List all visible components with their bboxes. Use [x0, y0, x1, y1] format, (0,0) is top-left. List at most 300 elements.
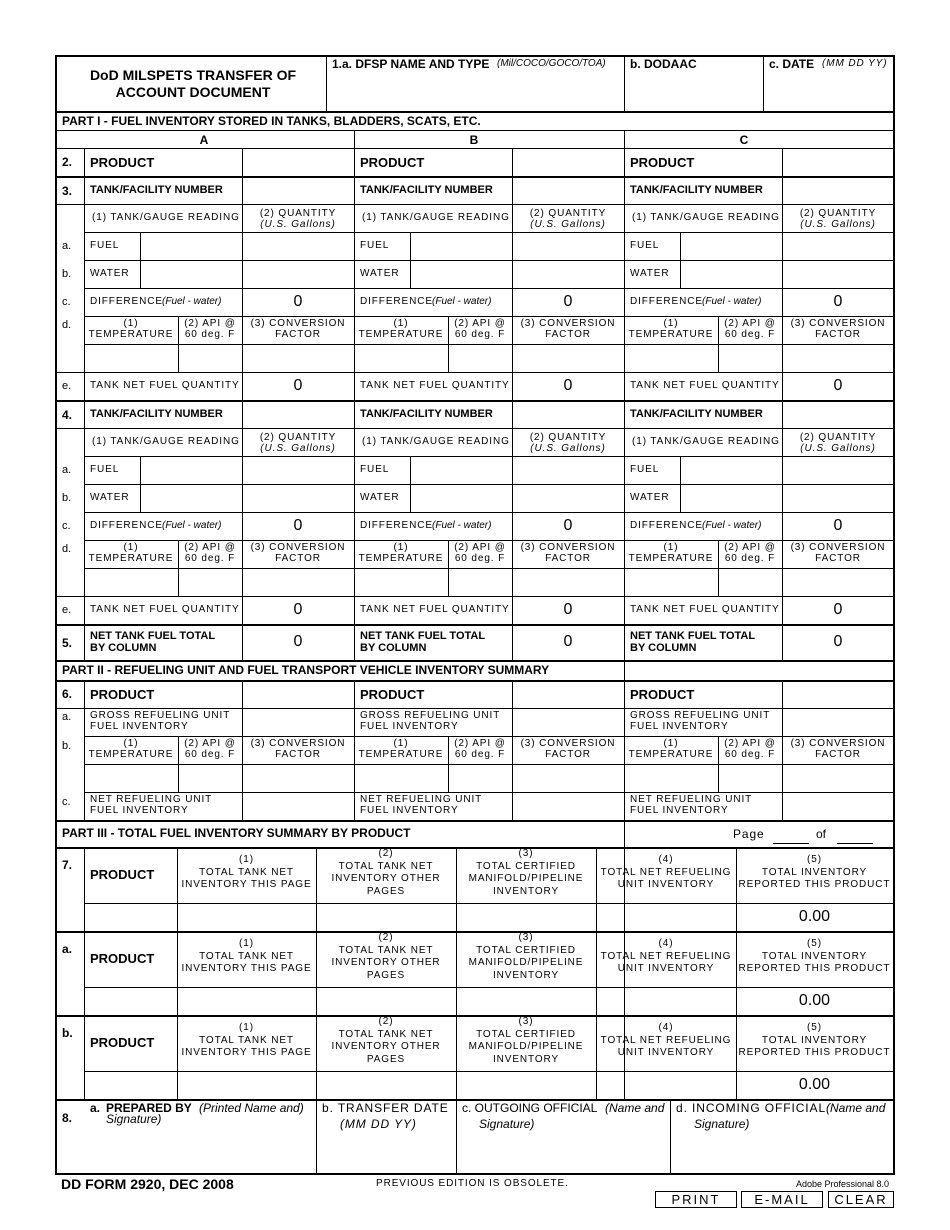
- summary-column-header: TOTAL TANK NET: [199, 950, 294, 962]
- summary-column-header: TOTAL TANK NET: [338, 944, 434, 956]
- summary-column-header: TOTAL INVENTORY: [761, 1034, 868, 1046]
- water-gauge-input[interactable]: [682, 486, 780, 510]
- fuel-quantity-input[interactable]: [784, 458, 892, 482]
- row-letter: d.: [62, 543, 72, 555]
- tank-gauge-reading-header: (1) TANK/GAUGE READING: [362, 212, 510, 223]
- rule-line: [512, 176, 513, 204]
- temperature-header: TEMPERATURE: [628, 749, 714, 760]
- rule-line: [55, 820, 894, 822]
- summary-input[interactable]: [458, 989, 594, 1013]
- api-header: (2) API @: [184, 318, 236, 329]
- prepared-hint: (Printed Name and): [199, 1101, 304, 1115]
- rule-line: [84, 764, 894, 765]
- temperature-number: (1): [393, 318, 409, 329]
- temperature-input[interactable]: [626, 346, 716, 370]
- product-input[interactable]: [86, 1073, 175, 1097]
- net-inventory-input[interactable]: [514, 794, 622, 818]
- print-button[interactable]: PRINT: [655, 1191, 737, 1208]
- conversion-header: FACTOR: [815, 749, 861, 760]
- api-input[interactable]: [720, 346, 780, 370]
- rule-line: [410, 260, 411, 288]
- temperature-header: TEMPERATURE: [88, 553, 174, 564]
- gross-inventory-input[interactable]: [784, 710, 892, 734]
- row-letter: c.: [62, 520, 71, 532]
- rule-line: [782, 736, 783, 820]
- fuel-quantity-input[interactable]: [784, 234, 892, 258]
- rule-line: [55, 148, 894, 149]
- rule-line: [55, 130, 894, 131]
- difference-hint: (Fuel - water): [162, 520, 222, 531]
- net-tank-total-label: BY COLUMN: [630, 642, 697, 654]
- api-input[interactable]: [180, 766, 240, 790]
- outgoing-official-input[interactable]: [458, 1132, 668, 1172]
- dodaac-input[interactable]: [626, 75, 761, 109]
- incoming-official-label: d. INCOMING OFFICIAL: [676, 1101, 827, 1115]
- dodaac-label: b. DODAAC: [630, 57, 697, 71]
- fuel-quantity-input[interactable]: [244, 458, 352, 482]
- incoming-official-input[interactable]: [672, 1132, 892, 1172]
- gross-refueling-label: FUEL INVENTORY: [90, 721, 189, 732]
- quantity-header: (2) QUANTITY: [529, 432, 607, 443]
- summary-input[interactable]: [179, 905, 314, 929]
- tank-gauge-reading-header: (1) TANK/GAUGE READING: [92, 212, 240, 223]
- rule-line: [410, 484, 411, 512]
- tank-facility-label: TANK/FACILITY NUMBER: [90, 184, 223, 196]
- conversion-header: (3) CONVERSION: [250, 318, 346, 329]
- part1-title: PART I - FUEL INVENTORY STORED IN TANKS, BLADDERS, SCATS, ETC.: [62, 114, 481, 128]
- date-input[interactable]: [765, 75, 892, 109]
- conversion-input[interactable]: [244, 346, 352, 370]
- gross-refueling-label: GROSS REFUELING UNIT: [90, 710, 231, 721]
- net-refueling-label: FUEL INVENTORY: [360, 805, 459, 816]
- water-gauge-input[interactable]: [142, 262, 240, 286]
- summary-input[interactable]: [598, 905, 734, 929]
- prepared-by-input[interactable]: [86, 1130, 314, 1172]
- rule-line: [140, 232, 141, 260]
- api-header: 60 deg. F: [184, 553, 236, 564]
- temperature-input[interactable]: [626, 766, 716, 790]
- api-header: 60 deg. F: [724, 329, 776, 340]
- summary-column-header: TOTAL TANK NET: [199, 1034, 294, 1046]
- conversion-header: (3) CONVERSION: [250, 738, 346, 749]
- net-tank-total-value: 0: [293, 633, 303, 650]
- quantity-header: (2) QUANTITY: [259, 432, 337, 443]
- conversion-input[interactable]: [784, 570, 892, 594]
- incoming-hint: Signature): [694, 1117, 750, 1131]
- difference-label: DIFFERENCE: [630, 520, 703, 531]
- rule-line: [55, 624, 894, 626]
- rule-line: [680, 484, 681, 512]
- row-letter: e.: [62, 604, 72, 616]
- row-number: 5.: [62, 636, 73, 650]
- summary-column-header: TOTAL TANK NET: [338, 860, 434, 872]
- water-gauge-input[interactable]: [682, 262, 780, 286]
- transfer-date-input[interactable]: [318, 1132, 454, 1172]
- rule-line: [242, 456, 243, 484]
- transfer-date-hint: (MM DD YY): [340, 1117, 417, 1131]
- rule-line: [782, 400, 783, 428]
- api-header: (2) API @: [724, 542, 776, 553]
- summary-input[interactable]: [318, 905, 454, 929]
- part3-title: PART III - TOTAL FUEL INVENTORY SUMMARY BY PRODUCT: [62, 826, 411, 840]
- row-letter: a.: [62, 240, 72, 252]
- rule-line: [512, 232, 513, 260]
- product-input[interactable]: [784, 150, 892, 174]
- row-letter: e.: [62, 380, 72, 392]
- water-quantity-input[interactable]: [514, 262, 622, 286]
- conversion-input[interactable]: [514, 570, 622, 594]
- conversion-input[interactable]: [784, 766, 892, 790]
- summary-column-header: INVENTORY THIS PAGE: [181, 963, 312, 974]
- api-header: 60 deg. F: [454, 749, 506, 760]
- rule-line: [680, 232, 681, 260]
- api-input[interactable]: [450, 570, 510, 594]
- rule-line: [326, 55, 327, 112]
- summary-column-header: (1): [239, 938, 254, 949]
- summary-column-header: (4): [658, 854, 674, 865]
- tank-facility-input[interactable]: [244, 178, 352, 202]
- page-label: Page: [733, 827, 765, 841]
- summary-input[interactable]: [179, 989, 314, 1013]
- rule-line: [55, 204, 894, 205]
- difference-hint: (Fuel - water): [702, 520, 762, 531]
- rule-line: [782, 680, 783, 708]
- rule-line: [55, 1173, 894, 1175]
- net-refueling-label: NET REFUELING UNIT: [360, 794, 483, 805]
- product-input[interactable]: [86, 989, 175, 1013]
- net-refueling-label: NET REFUELING UNIT: [90, 794, 213, 805]
- rule-line: [84, 260, 894, 261]
- temperature-input[interactable]: [86, 346, 176, 370]
- api-input[interactable]: [720, 766, 780, 790]
- rule-line: [773, 843, 809, 844]
- product-label: PRODUCT: [630, 687, 695, 702]
- gross-refueling-label: GROSS REFUELING UNIT: [360, 710, 501, 721]
- summary-column-header: TOTAL NET REFUELING: [600, 1034, 732, 1046]
- difference-hint: (Fuel - water): [162, 296, 222, 307]
- rule-line: [84, 232, 894, 233]
- product-label: PRODUCT: [90, 1035, 155, 1050]
- conversion-header: FACTOR: [815, 329, 861, 340]
- summary-input[interactable]: [318, 1073, 454, 1097]
- rule-line: [55, 111, 894, 113]
- net-refueling-label: FUEL INVENTORY: [630, 805, 729, 816]
- product-input[interactable]: [86, 905, 175, 929]
- rule-line: [782, 232, 783, 260]
- temperature-number: (1): [393, 738, 409, 749]
- page-number-input[interactable]: [773, 826, 809, 842]
- fuel-gauge-input[interactable]: [682, 234, 780, 258]
- api-header: 60 deg. F: [724, 553, 776, 564]
- summary-column-header: TOTAL TANK NET: [338, 1028, 434, 1040]
- water-gauge-input[interactable]: [412, 262, 510, 286]
- fuel-label: FUEL: [630, 464, 660, 475]
- rule-line: [763, 55, 764, 112]
- temperature-header: TEMPERATURE: [358, 329, 444, 340]
- summary-column-header: INVENTORY: [492, 885, 560, 897]
- rule-line: [680, 260, 681, 288]
- water-label: WATER: [90, 268, 130, 279]
- temperature-input[interactable]: [86, 570, 176, 594]
- summary-column-header: REPORTED THIS PRODUCT: [738, 1047, 891, 1058]
- tank-facility-label: TANK/FACILITY NUMBER: [360, 184, 493, 196]
- clear-button[interactable]: CLEAR: [828, 1191, 894, 1208]
- summary-input[interactable]: [598, 989, 734, 1013]
- rule-line: [84, 568, 894, 569]
- net-tank-total-value: 0: [563, 633, 573, 650]
- rule-line: [84, 540, 894, 541]
- temperature-input[interactable]: [356, 346, 446, 370]
- fuel-label: FUEL: [90, 464, 120, 475]
- rule-line: [624, 55, 625, 112]
- product-input[interactable]: [244, 682, 352, 706]
- conversion-input[interactable]: [514, 766, 622, 790]
- tank-facility-input[interactable]: [514, 178, 622, 202]
- api-input[interactable]: [450, 766, 510, 790]
- fuel-label: FUEL: [90, 240, 120, 251]
- rule-line: [512, 708, 513, 736]
- difference-value: 0: [833, 293, 843, 310]
- rule-line: [55, 596, 894, 597]
- water-quantity-input[interactable]: [784, 486, 892, 510]
- page-total-input[interactable]: [837, 826, 873, 842]
- conversion-header: FACTOR: [545, 553, 591, 564]
- rule-line: [242, 680, 243, 708]
- summary-column-header: INVENTORY OTHER: [331, 957, 441, 968]
- summary-column-header: (5): [807, 938, 822, 949]
- date-label: c. DATE: [769, 57, 815, 71]
- row-label: PRODUCT: [630, 155, 695, 170]
- temperature-input[interactable]: [626, 570, 716, 594]
- fuel-quantity-input[interactable]: [514, 458, 622, 482]
- rule-line: [84, 736, 894, 737]
- product-input[interactable]: [514, 150, 622, 174]
- net-inventory-input[interactable]: [244, 794, 352, 818]
- rule-line: [84, 792, 894, 793]
- gross-inventory-input[interactable]: [514, 710, 622, 734]
- rule-line: [84, 456, 894, 457]
- rule-line: [140, 484, 141, 512]
- summary-column-header: (5): [807, 854, 822, 865]
- tank-net-value: 0: [293, 601, 303, 618]
- row-letter: b.: [62, 740, 72, 752]
- product-input[interactable]: [514, 682, 622, 706]
- summary-column-header: INVENTORY OTHER: [331, 873, 441, 884]
- tank-net-label: TANK NET FUEL QUANTITY: [90, 604, 240, 615]
- water-gauge-input[interactable]: [142, 486, 240, 510]
- quantity-header: (2) QUANTITY: [799, 208, 877, 219]
- rule-line: [55, 372, 894, 373]
- rule-line: [782, 484, 783, 512]
- tank-facility-input[interactable]: [514, 402, 622, 426]
- summary-column-header: TOTAL CERTIFIED: [476, 1028, 576, 1040]
- form-id: DD FORM 2920, DEC 2008: [61, 1176, 234, 1192]
- tank-net-value: 0: [833, 377, 843, 394]
- conversion-input[interactable]: [244, 766, 352, 790]
- summary-column-header: TOTAL CERTIFIED: [476, 860, 576, 872]
- summary-column-header: (3): [518, 848, 534, 859]
- water-quantity-input[interactable]: [514, 486, 622, 510]
- summary-column-header: (2): [378, 932, 394, 943]
- row-letter: b.: [62, 268, 72, 280]
- difference-hint: (Fuel - water): [432, 296, 492, 307]
- row-label: PRODUCT: [360, 155, 425, 170]
- temperature-number: (1): [123, 318, 139, 329]
- water-quantity-input[interactable]: [244, 486, 352, 510]
- water-quantity-input[interactable]: [784, 262, 892, 286]
- temperature-input[interactable]: [356, 766, 446, 790]
- product-input[interactable]: [244, 150, 352, 174]
- difference-label: DIFFERENCE: [360, 520, 433, 531]
- api-header: (2) API @: [184, 542, 236, 553]
- summary-input[interactable]: [318, 989, 454, 1013]
- row-number: 7.: [62, 858, 73, 872]
- fuel-gauge-input[interactable]: [412, 458, 510, 482]
- conversion-input[interactable]: [514, 346, 622, 370]
- fuel-quantity-input[interactable]: [244, 234, 352, 258]
- water-label: WATER: [360, 268, 400, 279]
- rule-line: [512, 456, 513, 484]
- summary-column-header: TOTAL NET REFUELING: [600, 950, 732, 962]
- summary-column-header: MANIFOLD/PIPELINE: [468, 957, 584, 968]
- temperature-number: (1): [123, 542, 139, 553]
- conversion-input[interactable]: [244, 570, 352, 594]
- temperature-header: TEMPERATURE: [628, 553, 714, 564]
- api-input[interactable]: [720, 570, 780, 594]
- api-header: (2) API @: [184, 738, 236, 749]
- outgoing-hint: (Name and: [605, 1101, 665, 1115]
- water-quantity-input[interactable]: [244, 262, 352, 286]
- column-header-c: C: [739, 133, 749, 147]
- net-tank-total-label: NET TANK FUEL TOTAL: [90, 630, 216, 642]
- tank-facility-label: TANK/FACILITY NUMBER: [630, 184, 763, 196]
- water-label: WATER: [630, 492, 670, 503]
- rule-line: [354, 130, 355, 148]
- rule-line: [242, 232, 243, 260]
- form-title: ACCOUNT DOCUMENT: [115, 84, 271, 100]
- quantity-header: (2) QUANTITY: [529, 208, 607, 219]
- product-label: PRODUCT: [90, 687, 155, 702]
- summary-column-header: (1): [239, 854, 254, 865]
- product-input[interactable]: [784, 682, 892, 706]
- api-input[interactable]: [180, 346, 240, 370]
- temperature-header: TEMPERATURE: [88, 329, 174, 340]
- rule-line: [782, 708, 783, 736]
- total-inventory-value: 0.00: [798, 1076, 831, 1093]
- obsolete-note: PREVIOUS EDITION IS OBSOLETE.: [376, 1178, 569, 1189]
- summary-input[interactable]: [179, 1073, 314, 1097]
- product-label: PRODUCT: [90, 867, 155, 882]
- rule-line: [55, 400, 894, 402]
- total-inventory-value: 0.00: [798, 908, 831, 925]
- api-header: 60 deg. F: [454, 329, 506, 340]
- tank-gauge-reading-header: (1) TANK/GAUGE READING: [92, 436, 240, 447]
- fuel-gauge-input[interactable]: [682, 458, 780, 482]
- gross-inventory-input[interactable]: [244, 710, 352, 734]
- rule-line: [624, 130, 625, 148]
- fuel-quantity-input[interactable]: [514, 234, 622, 258]
- rule-line: [782, 204, 783, 232]
- tank-gauge-reading-header: (1) TANK/GAUGE READING: [632, 436, 780, 447]
- rule-line: [242, 400, 243, 428]
- summary-column-header: UNIT INVENTORY: [617, 879, 715, 890]
- dfsp-input[interactable]: [328, 75, 622, 109]
- quantity-unit: (U.S. Gallons): [530, 443, 606, 454]
- temperature-input[interactable]: [86, 766, 176, 790]
- summary-input[interactable]: [458, 905, 594, 929]
- fuel-gauge-input[interactable]: [142, 458, 240, 482]
- net-tank-total-label: NET TANK FUEL TOTAL: [630, 630, 756, 642]
- conversion-input[interactable]: [784, 346, 892, 370]
- summary-input[interactable]: [598, 1073, 734, 1097]
- summary-column-header: (4): [658, 1022, 674, 1033]
- net-inventory-input[interactable]: [784, 794, 892, 818]
- row-number: 3.: [62, 184, 73, 198]
- rule-line: [55, 55, 57, 1175]
- temperature-number: (1): [663, 738, 679, 749]
- net-tank-total-label: NET TANK FUEL TOTAL: [360, 630, 486, 642]
- fuel-gauge-input[interactable]: [142, 234, 240, 258]
- summary-column-header: TOTAL CERTIFIED: [476, 944, 576, 956]
- rule-line: [84, 903, 894, 904]
- summary-column-header: PAGES: [366, 969, 406, 981]
- row-number: 4.: [62, 408, 73, 422]
- summary-column-header: PAGES: [366, 885, 406, 897]
- fuel-gauge-input[interactable]: [412, 234, 510, 258]
- rule-line: [84, 1071, 894, 1072]
- gross-refueling-label: FUEL INVENTORY: [360, 721, 459, 732]
- form-title: DoD MILSPETS TRANSFER OF: [89, 67, 297, 83]
- summary-column-header: (5): [807, 1022, 822, 1033]
- summary-input[interactable]: [458, 1073, 594, 1097]
- water-label: WATER: [360, 492, 400, 503]
- rule-line: [680, 456, 681, 484]
- row-letter: c.: [62, 296, 71, 308]
- temperature-header: TEMPERATURE: [628, 329, 714, 340]
- temperature-number: (1): [393, 542, 409, 553]
- api-input[interactable]: [450, 346, 510, 370]
- tank-facility-label: TANK/FACILITY NUMBER: [90, 408, 223, 420]
- summary-column-header: MANIFOLD/PIPELINE: [468, 1041, 584, 1052]
- tank-facility-input[interactable]: [784, 178, 892, 202]
- outgoing-official-label: c. OUTGOING OFFICIAL: [462, 1101, 598, 1115]
- tank-facility-input[interactable]: [244, 402, 352, 426]
- summary-column-header: TOTAL NET REFUELING: [600, 866, 732, 878]
- temperature-input[interactable]: [356, 570, 446, 594]
- conversion-header: FACTOR: [275, 329, 321, 340]
- difference-value: 0: [293, 293, 303, 310]
- net-refueling-label: FUEL INVENTORY: [90, 805, 189, 816]
- conversion-header: FACTOR: [545, 329, 591, 340]
- rule-line: [140, 260, 141, 288]
- rule-line: [512, 428, 513, 456]
- gross-refueling-label: GROSS REFUELING UNIT: [630, 710, 771, 721]
- quantity-unit: (U.S. Gallons): [260, 443, 336, 454]
- tank-facility-input[interactable]: [784, 402, 892, 426]
- tank-net-value: 0: [563, 601, 573, 618]
- api-header: 60 deg. F: [184, 329, 236, 340]
- email-button[interactable]: E-MAIL: [741, 1191, 823, 1208]
- difference-value: 0: [833, 517, 843, 534]
- quantity-unit: (U.S. Gallons): [530, 219, 606, 230]
- summary-column-header: TOTAL INVENTORY: [761, 950, 868, 962]
- net-tank-total-value: 0: [833, 633, 843, 650]
- water-gauge-input[interactable]: [412, 486, 510, 510]
- api-input[interactable]: [180, 570, 240, 594]
- quantity-unit: (U.S. Gallons): [260, 219, 336, 230]
- fuel-label: FUEL: [360, 464, 390, 475]
- rule-line: [512, 148, 513, 176]
